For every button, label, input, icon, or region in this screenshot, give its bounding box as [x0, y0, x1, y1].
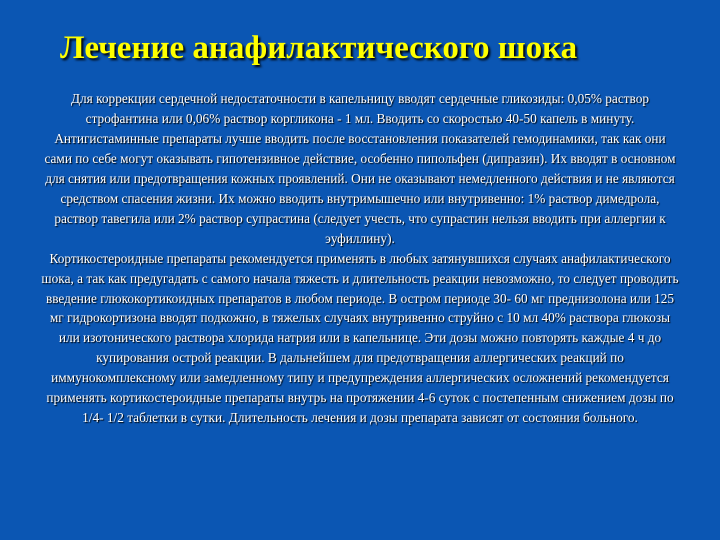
paragraph-cardiac-glycosides: Для коррекции сердечной недостаточности в капельницу вводят сердечные гликозиды: 0,05% раствор строфантина или 0,06% раствор коргликона - 1 мл. Вводить со скоростью 40-50 капель в минуту.: [70, 91, 650, 126]
slide-body: [40, 89, 680, 428]
slide-title: Лечение анафилактического шока: [60, 30, 578, 66]
paragraph-antihistamines: Антигистаминные препараты лучше вводить после восстановления показателей гемодинамики, так как они сами по себе могут оказывать гипотензивное действие, особенно пипольфен (дипразин). Их вводят в основном для снятия или предотвращения кожных проявлений. Они не оказывают немедленного действия и не являются средством спасения жизни. Их можно вводить внутримышечно или внутривенно: 1% раствор димедрола, раствор тавегила или 2% раствор супрастина (следует учесть, что супрастин нельзя вводить при аллергии к эуфиллину).: [44, 130, 676, 246]
paragraph-corticosteroids: Кортикостероидные препараты рекомендуется применять в любых затянувшихся случаях анафилактического шока, а так как предугадать с самого начала тяжесть и длительность реакции невозможно, то следует проводить введение глюкокортикоидных препаратов в любом периоде. В остром периоде 30- 60 мг преднизолона или 125 мг гидрокортизона вводят подкожно, в тяжелых случаях внутривенно струйно с 10 мл 40% раствора глюкозы или изотонического раствора хлорида натрия или в капельнице. Эти дозы можно повторять каждые 4 ч до купирования острой реакции. В дальнейшем для предотвращения аллергических реакций по иммунокомплексному или замедленному типу и предупреждения аллергических осложнений рекомендуется применять кортикостероидные препараты внутрь на протяжении 4-6 суток с постепенным снижением дозы по 1/4- 1/2 таблетки в сутки. Длительность лечения и дозы препарата зависят от состояния больного.: [41, 250, 679, 426]
